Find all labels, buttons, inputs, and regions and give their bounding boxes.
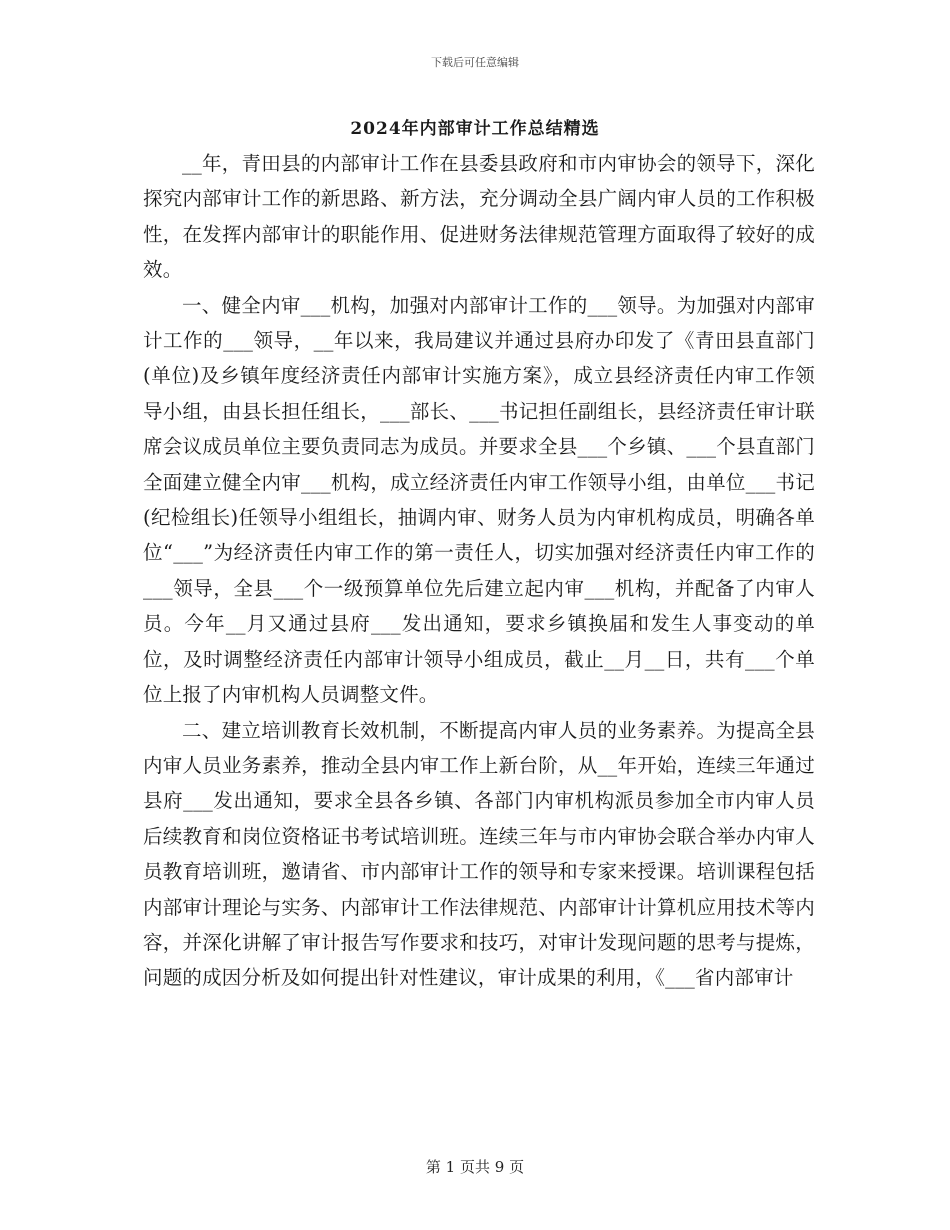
page-footer: 第 1 页共 9 页 [425,1158,525,1176]
document-title: 2024年内部审计工作总结精选 [350,119,600,139]
paragraph-section-2: 二、建立培训教育长效机制，不断提高内审人员的业务素养。为提高全县内审人员业务素养，推动全县内审工作上新台阶，从__年开始，连续三年通过县府___发出通知，要求全县各乡镇、各部门内审机构派员参加全市内审人员后续教育和岗位资格证书考试培训班。连续三年与市内审协会联合举办内审人员教育培训班，邀请省、市内部审计工作的领导和专家来授课。培训课程包括内部审计理论与实务、内部审计工作法律规范、内部审计计算机应用技术等内容，并深化讲解了审计报告写作要求和技巧，对审计发现问题的思考与提炼，问题的成因分析及如何提出针对性建议，审计成果的利用，《___省内部审计 [143,718,815,990]
header-note: 下载后可任意编辑 [431,56,519,69]
document-body [143,146,815,996]
paragraph-section-1: 一、健全内审___机构，加强对内部审计工作的___领导。为加强对内部审计工作的___领导，__年以来，我局建议并通过县府办印发了《青田县直部门(单位)及乡镇年度经济责任内部审计实施方案》，成立县经济责任内审工作领导小组，由县长担任组长，___部长、___书记担任副组长，县经济责任审计联席会议成员单位主要负责同志为成员。并要求全县___个乡镇、___个县直部门全面建立健全内审___机构，成立经济责任内审工作领导小组，由单位___书记(纪检组长)任领导小组组长，抽调内审、财务人员为内审机构成员，明确各单位“___”为经济责任内审工作的第一责任人，切实加强对经济责任内审工作的___领导，全县___个一级预算单位先后建立起内审___机构，并配备了内审人员。今年__月又通过县府___发出通知，要求乡镇换届和发生人事变动的单位，及时调整经济责任内部审计领导小组成员，截止__月__日，共有___个单位上报了内审机构人员调整文件。 [143,293,815,707]
paragraph-intro: __年，青田县的内部审计工作在县委县政府和市内审协会的领导下，深化探究内部审计工作的新思路、新方法，充分调动全县广阔内审人员的工作积极性，在发挥内部审计的职能作用、促进财务法律规范管理方面取得了较好的成效。 [143,152,815,282]
